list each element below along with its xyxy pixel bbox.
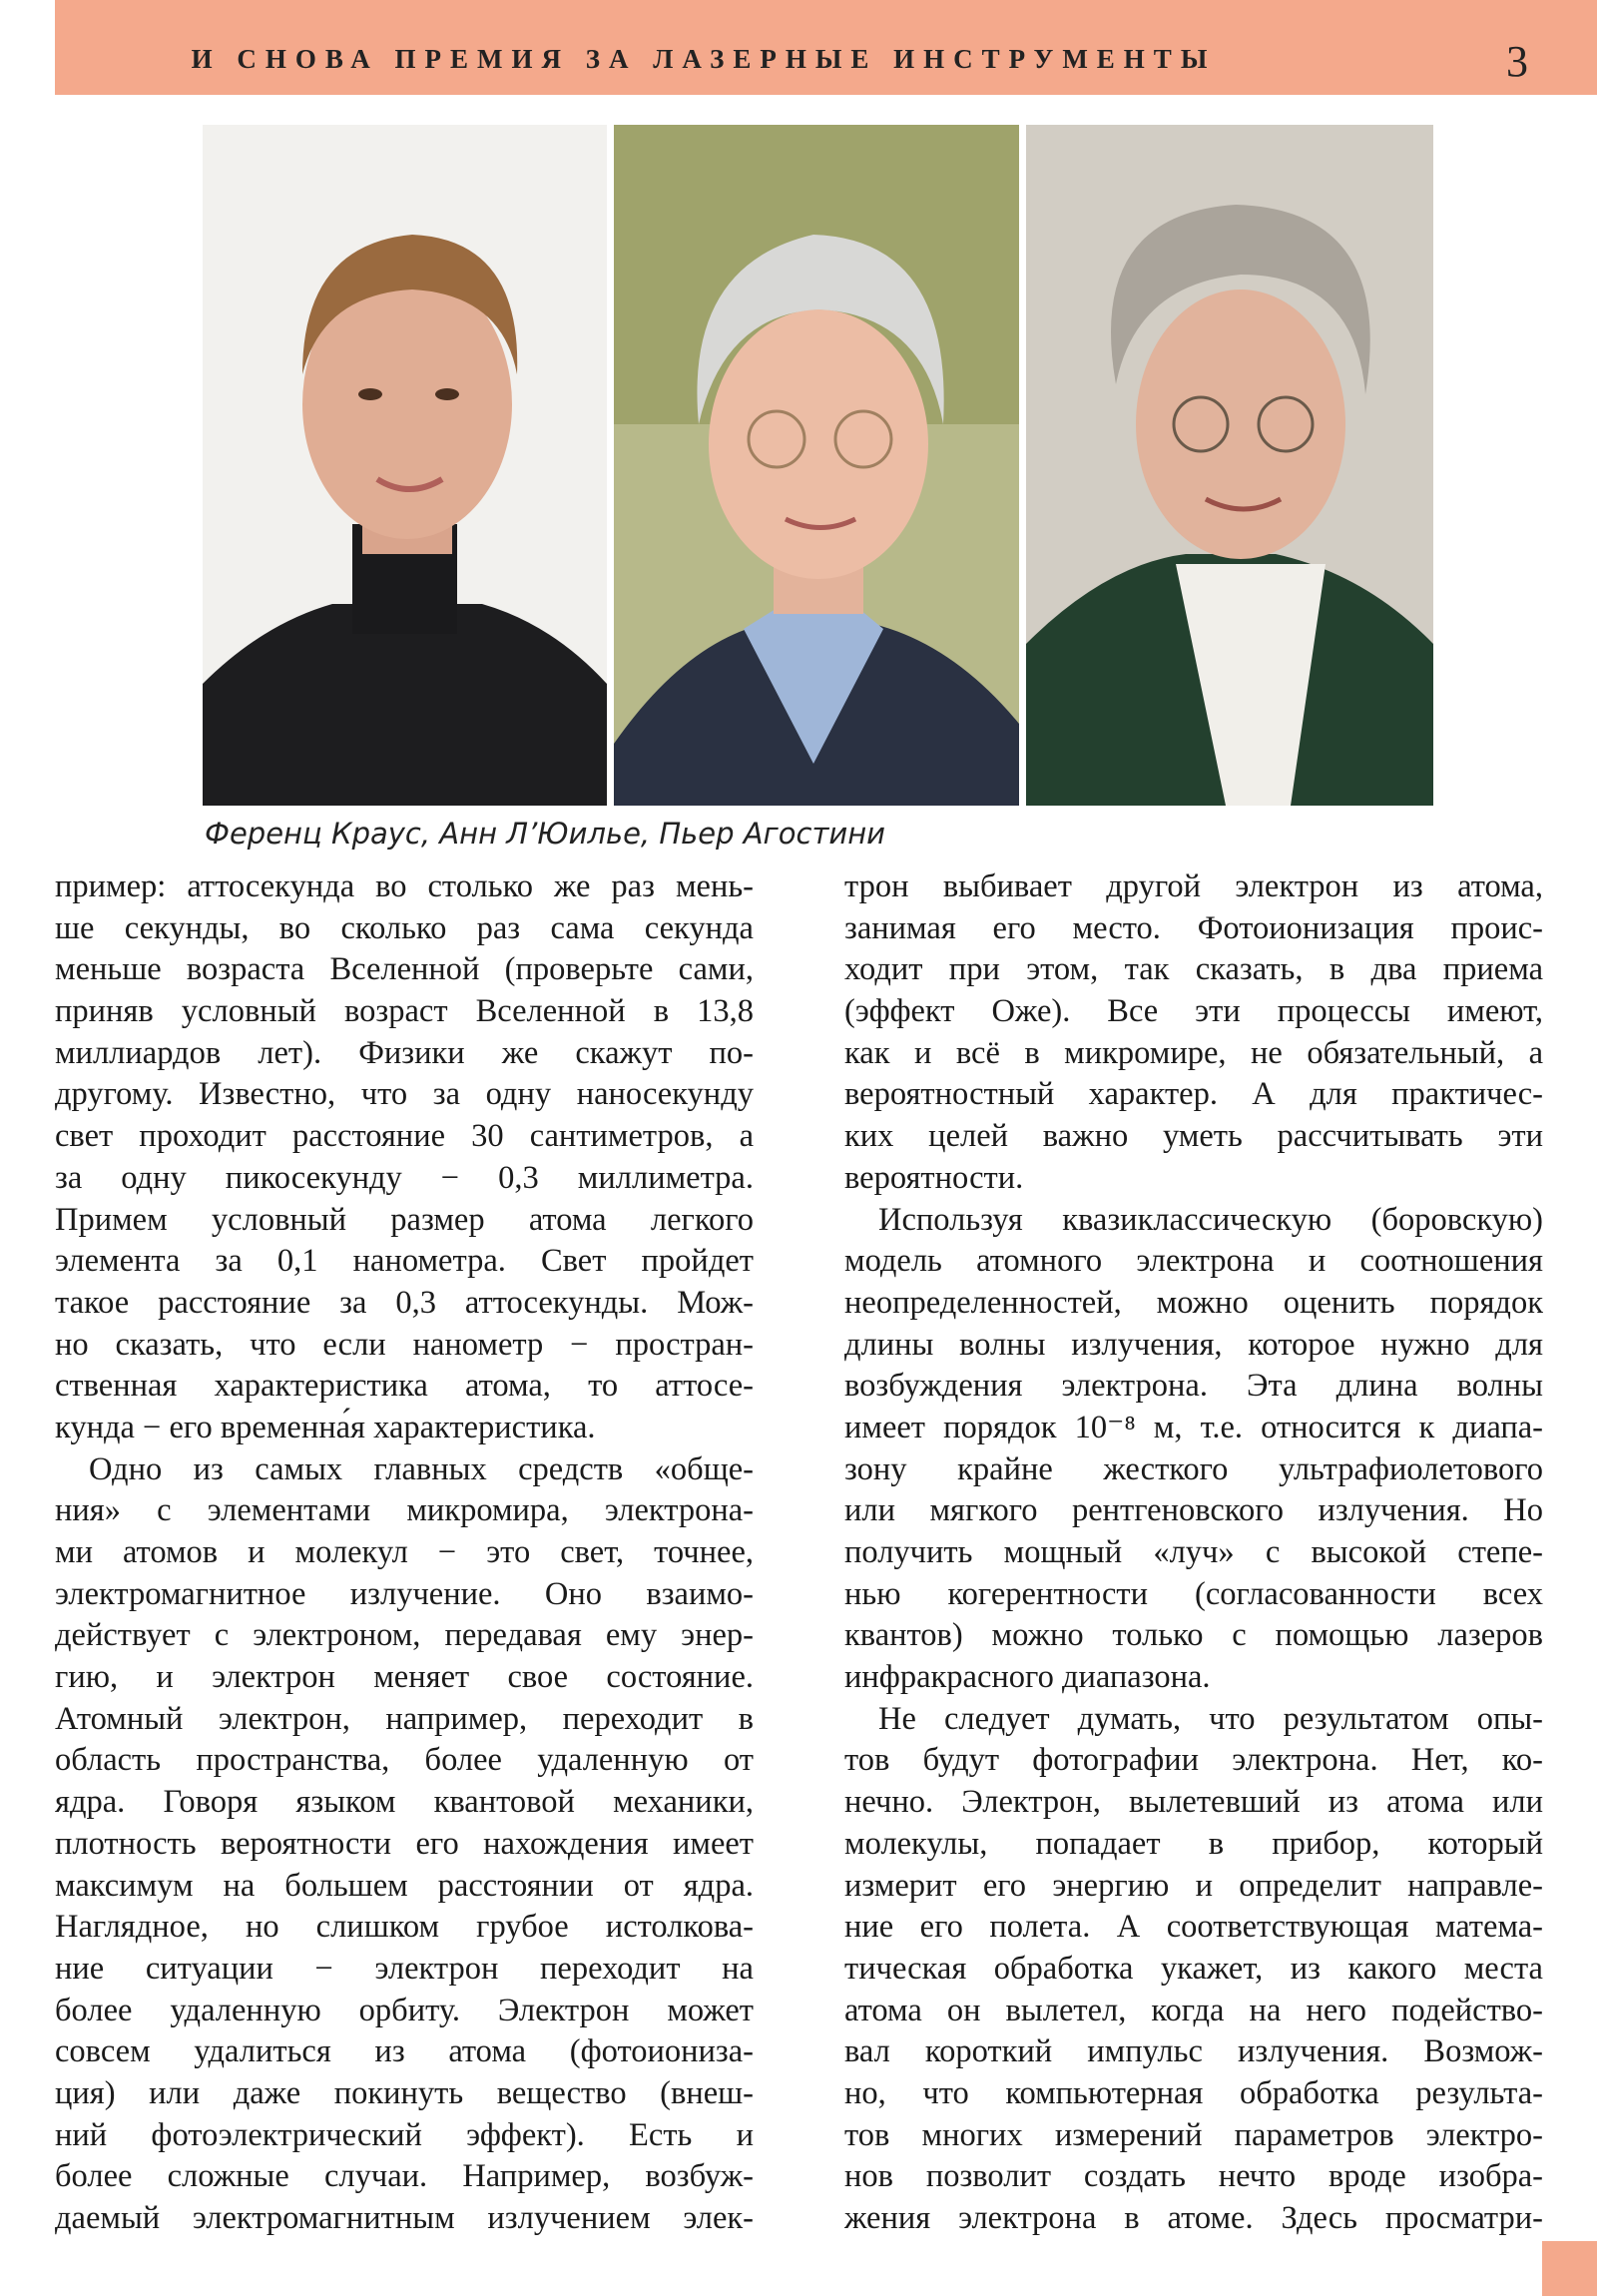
text-line: ция) или даже покинуть вещество (внеш- (55, 2074, 754, 2111)
text-line: ние ситуации − электрон переходит на (55, 1950, 754, 1987)
text-line: миллиардов лет). Физики же скажут по- (55, 1034, 754, 1071)
text-line: тов многих измерений параметров электро- (844, 2116, 1543, 2153)
text-line: занимая его место. Фотоионизация проис- (844, 909, 1543, 946)
text-line: за одну пикосекунду − 0,3 миллиметра. (55, 1159, 754, 1196)
text-line: ния» с элементами микромира, электрона- (55, 1492, 754, 1529)
text-line: Наглядное, но слишком грубое истолкова- (55, 1909, 754, 1946)
text-line: пример: аттосекунда во столько же раз мень- (55, 868, 754, 904)
text-line: возбуждения электрона. Эта длина волны (844, 1368, 1543, 1405)
text-column-left (55, 866, 754, 2240)
text-line: квантов) можно только с помощью лазеров (844, 1617, 1543, 1654)
text-line: (эффект Оже). Все эти процессы имеют, (844, 993, 1543, 1030)
text-line: вал короткий импульс излучения. Возмож- (844, 2033, 1543, 2070)
page-number: 3 (1506, 37, 1528, 86)
text-line: тическая обработка укажет, из какого места (844, 1950, 1543, 1987)
text-line: ми атомов и молекул − это свет, точнее, (55, 1534, 754, 1570)
photo-caption: Ференц Краус, Анн Л’Юилье, Пьер Агостини (205, 817, 886, 851)
text-line: ственная характеристика атома, то аттосе- (55, 1368, 754, 1405)
text-line: Одно из самых главных средств «обще- (89, 1450, 754, 1487)
text-line: но сказать, что если нанометр − простран- (55, 1326, 754, 1363)
text-column-right (844, 866, 1543, 2240)
text-line: Примем условный размер атома легкого (55, 1201, 754, 1238)
text-line: гию, и электрон меняет свое состояние. (55, 1659, 754, 1696)
text-line: ходит при этом, так сказать, в два приема (844, 951, 1543, 988)
running-header-title: И СНОВА ПРЕМИЯ ЗА ЛАЗЕРНЫЕ ИНСТРУМЕНТЫ (191, 44, 1217, 74)
text-line: измерит его энергию и определит направле- (844, 1867, 1543, 1904)
text-line: но, что компьютерная обработка результа- (844, 2074, 1543, 2111)
text-line: нов позволит создать нечто вроде изобра- (844, 2158, 1543, 2195)
text-line: элемента за 0,1 нанометра. Свет пройдет (55, 1243, 754, 1280)
text-line: нью когерентности (согласованности всех (844, 1575, 1543, 1612)
text-line: жения электрона в атоме. Здесь просматри- (844, 2200, 1543, 2236)
text-line: максимум на большем расстоянии от ядра. (55, 1867, 754, 1904)
text-line: меньше возраста Вселенной (проверьте сами, (55, 951, 754, 988)
text-line: кунда − его временна́я характеристика. (55, 1409, 596, 1445)
text-line: зону крайне жесткого ультрафиолетового (844, 1450, 1543, 1487)
text-line: другому. Известно, что за одну наносекунду (55, 1076, 754, 1113)
portrait-photo-lhuillier (614, 125, 1019, 806)
text-line: модель атомного электрона и соотношения (844, 1243, 1543, 1280)
text-line: молекулы, попадает в прибор, который (844, 1825, 1543, 1862)
text-line: электромагнитное излучение. Оно взаимо- (55, 1575, 754, 1612)
text-line: тов будут фотографии электрона. Нет, ко- (844, 1742, 1543, 1779)
text-line: действует с электроном, передавая ему энер- (55, 1617, 754, 1654)
text-line: неопределенностей, можно оценить порядок (844, 1284, 1543, 1321)
text-line: трон выбивает другой электрон из атома, (844, 868, 1543, 904)
text-line: Атомный электрон, например, переходит в (55, 1700, 754, 1737)
text-line: атома он вылетел, когда на него подейство- (844, 1992, 1543, 2028)
text-line: длины волны излучения, которое нужно для (844, 1326, 1543, 1363)
text-line: вероятностный характер. А для практичес- (844, 1076, 1543, 1113)
text-line: даемый электромагнитным излучением элек- (55, 2200, 754, 2236)
text-line: совсем удалиться из атома (фотоиониза- (55, 2033, 754, 2070)
text-line: вероятности. (844, 1159, 1024, 1196)
text-line: ние его полета. А соответствующая матема- (844, 1909, 1543, 1946)
text-line: свет проходит расстояние 30 сантиметров, а (55, 1118, 754, 1155)
text-line: ких целей важно уметь рассчитывать эти (844, 1118, 1543, 1155)
text-line: Не следует думать, что результатом опы- (878, 1700, 1543, 1737)
text-line: такое расстояние за 0,3 аттосекунды. Мож- (55, 1284, 754, 1321)
text-line: область пространства, более удаленную от (55, 1742, 754, 1779)
text-line: имеет порядок 10⁻⁸ м, т.е. относится к диапа- (844, 1409, 1543, 1445)
portrait-photo-krausz (203, 125, 607, 806)
text-line: более удаленную орбиту. Электрон может (55, 1992, 754, 2028)
text-line: плотность вероятности его нахождения имеет (55, 1825, 754, 1862)
text-line: приняв условный возраст Вселенной в 13,8 (55, 993, 754, 1030)
text-line: более сложные случаи. Например, возбуж- (55, 2158, 754, 2195)
text-line: ний фотоэлектрический эффект). Есть и (55, 2116, 754, 2153)
text-line: ше секунды, во сколько раз сама секунда (55, 909, 754, 946)
text-line: как и всё в микромире, не обязательный, а (844, 1034, 1543, 1071)
text-line: инфракрасного диапазона. (844, 1659, 1211, 1696)
text-line: Используя квазиклассическую (боровскую) (878, 1201, 1543, 1238)
text-line: получить мощный «луч» с высокой степе- (844, 1534, 1543, 1570)
portrait-photo-agostini (1026, 125, 1433, 806)
corner-accent-block (1542, 2241, 1597, 2296)
text-line: ядра. Говоря языком квантовой механики, (55, 1784, 754, 1821)
text-line: или мягкого рентгеновского излучения. Но (844, 1492, 1543, 1529)
text-line: нечно. Электрон, вылетевший из атома или (844, 1784, 1543, 1821)
